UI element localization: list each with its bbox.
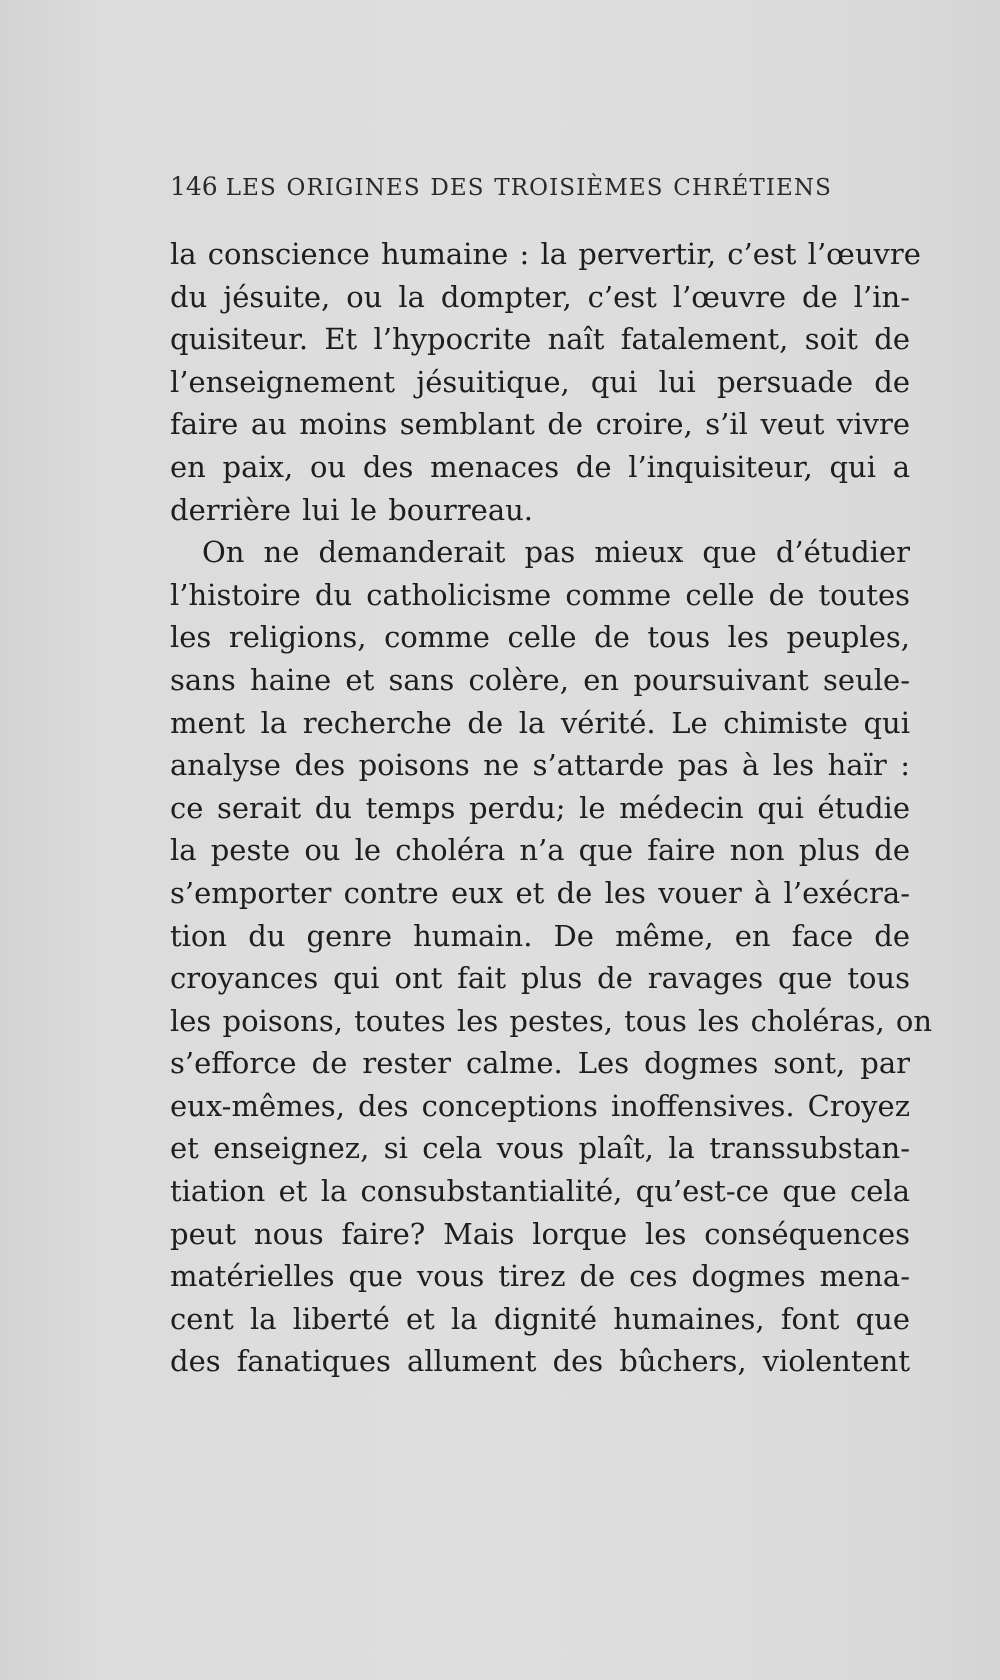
text-line: peut nous faire? Mais lorque les conséquences: [170, 1216, 910, 1251]
text-line: sans haine et sans colère, en poursuivant seule-: [170, 662, 910, 697]
text-line: les religions, comme celle de tous les peuples,: [170, 620, 910, 655]
text-line: en paix, ou des menaces de l’inquisiteur, qui a: [170, 449, 910, 484]
text-line: tiation et la consubstantialité, qu’est-ce que cela: [170, 1174, 910, 1209]
text-line: des fanatiques allument des bûchers, violentent: [170, 1344, 910, 1379]
text-line: et enseignez, si cela vous plaît, la transsubstan-: [170, 1131, 910, 1166]
text-line: On ne demanderait pas mieux que d’étudier: [202, 535, 910, 570]
text-line: cent la liberté et la dignité humaines, font que: [170, 1301, 910, 1336]
text-line: l’histoire du catholicisme comme celle de toutes: [170, 577, 910, 612]
text-line: la peste ou le choléra n’a que faire non plus de: [170, 833, 910, 868]
body-text: [170, 233, 933, 1383]
text-line: matérielles que vous tirez de ces dogmes mena-: [170, 1259, 910, 1294]
text-line: s’emporter contre eux et de les vouer à l’exécra-: [170, 875, 910, 910]
text-line: faire au moins semblant de croire, s’il veut vivre: [170, 407, 910, 442]
text-line: analyse des poisons ne s’attarde pas à les haïr :: [170, 748, 910, 783]
text-line: croyances qui ont fait plus de ravages que tous: [170, 961, 910, 996]
text-line: eux-mêmes, des conceptions inoffensives. Croyez: [170, 1088, 910, 1123]
text-line: s’efforce de rester calme. Les dogmes sont, par: [170, 1046, 910, 1081]
text-line: du jésuite, ou la dompter, c’est l’œuvre de l’in-: [170, 279, 910, 314]
text-line: l’enseignement jésuitique, qui lui persuade de: [170, 364, 910, 399]
text-line: ment la recherche de la vérité. Le chimiste qui: [170, 705, 910, 740]
running-title: LES ORIGINES DES TROISIÈMES CHRÉTIENS: [225, 175, 832, 201]
text-line: quisiteur. Et l’hypocrite naît fatalement, soit de: [170, 322, 910, 357]
text-line: tion du genre humain. De même, en face de: [170, 918, 910, 953]
page-number: 146: [170, 172, 218, 201]
text-line: la conscience humaine : la pervertir, c’est l’œuvre: [170, 237, 921, 271]
text-line: les poisons, toutes les pestes, tous les choléras, on: [170, 1003, 933, 1038]
running-head: [170, 172, 832, 201]
text-line: derrière lui le bourreau.: [170, 492, 534, 527]
text-line: ce serait du temps perdu; le médecin qui étudie: [170, 790, 910, 825]
